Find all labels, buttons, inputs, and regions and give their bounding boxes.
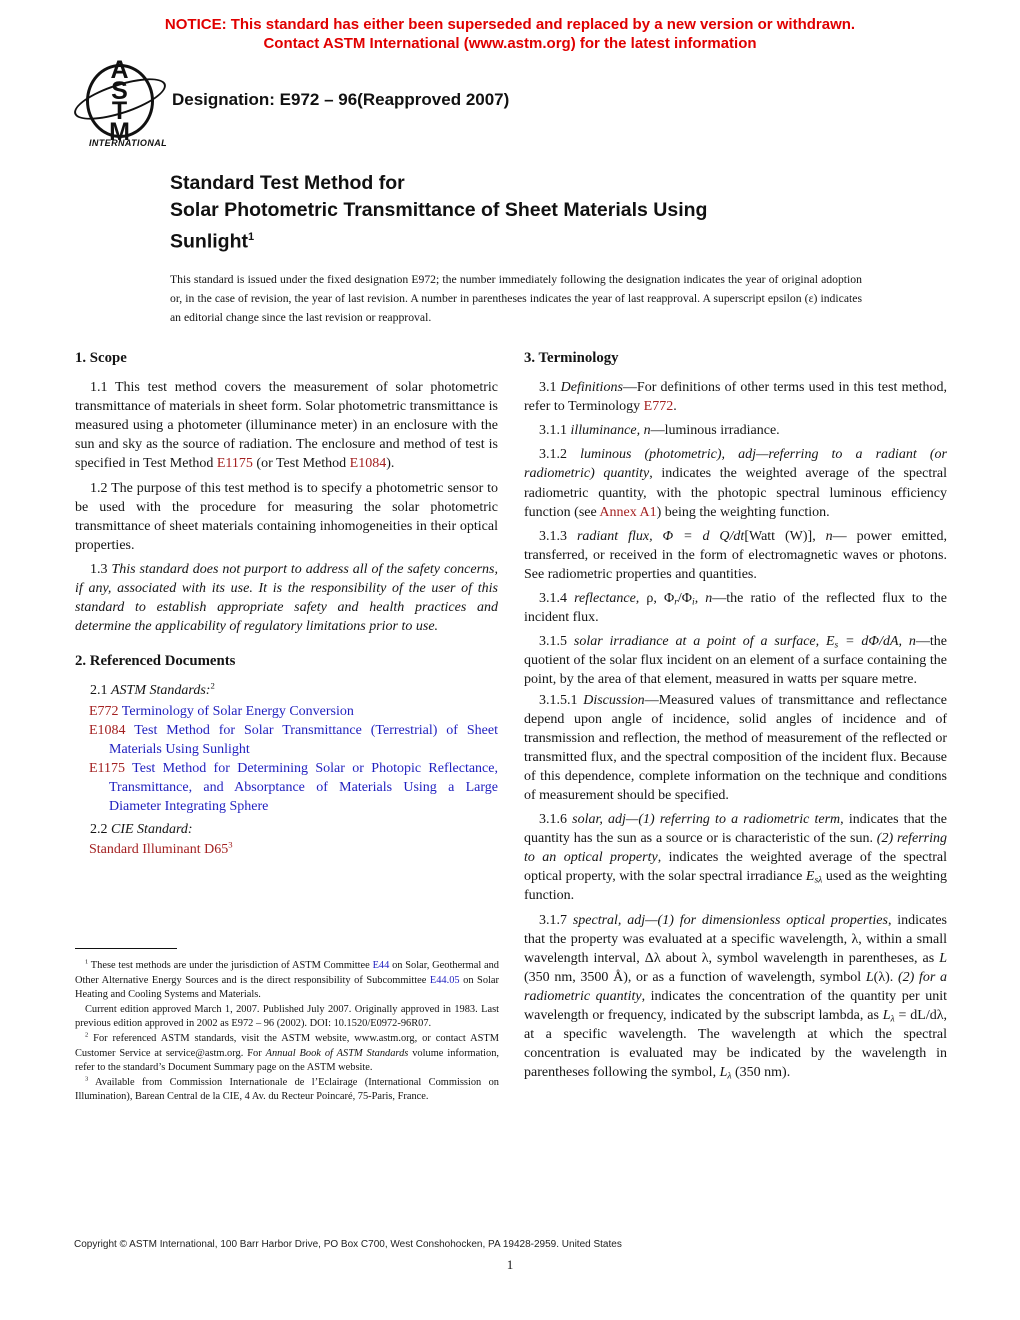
supersession-notice [0, 16, 1020, 53]
text-run: 2 [210, 680, 215, 691]
link-e1175-title[interactable]: Test Method for Determining Solar or Photopic Reflectance, Transmittance, and Absorptance of Materials Using a Large Diameter Integrating Sphere [109, 760, 498, 814]
text-run: solar, adj—(1) referring to a radiometric term [572, 812, 841, 828]
link-e772-term[interactable]: E772 [643, 399, 674, 415]
issuance-note: This standard is issued under the fixed designation E972; the number immediately following the designation indicates the year of original adoption or, in the case of revision, the year of last revision. A number in parentheses indicates the year of last reapproval. A superscript epsilon (ε) indicates an editorial change since the last revision or reapproval. [170, 273, 862, 324]
text-run: 3 [85, 1075, 89, 1083]
text-run: 3.1.4 [539, 591, 575, 607]
text-run: [Watt (W)], [744, 528, 826, 544]
text-run: (or Test Method [252, 456, 350, 472]
text-run: ) being the weighting function. [656, 504, 830, 520]
text-run: volume information, refer to the standard’s Document Summary page on the ASTM website. [75, 1047, 499, 1074]
link-e1175[interactable]: E1175 [216, 456, 253, 472]
text-run: —luminous irradiance. [650, 423, 780, 439]
text-run: ρ, Φ [646, 591, 675, 607]
text-run: Current edition approved March 1, 2007. Published July 2007. Originally approved in 1983. Last previous edition approved in 2002 as E972 – 96 (2002). DOI: 10.1520/E0972-96R07. [75, 1003, 499, 1030]
para-3-1-5-1 [524, 691, 947, 806]
link-e1175-ref[interactable]: E1175 [89, 760, 126, 776]
text-run: ASTM Standards: [111, 683, 211, 699]
copyright-line: Copyright © ASTM International, 100 Barr Harbor Drive, PO Box C700, West Conshohocken, PA 19428-2959. United States [74, 1239, 622, 1250]
section-heading-scope: 1. Scope [75, 350, 127, 366]
text-run: E [805, 869, 815, 885]
text-run: 3.1 [539, 380, 561, 396]
designation-line: Designation: E972 – 96(Reapproved 2007) [172, 90, 510, 109]
text-run: 3.1.7 [539, 912, 573, 928]
text-run: . [673, 399, 677, 415]
para-1-1 [75, 378, 498, 473]
notice-line-2: Contact ASTM International (www.astm.org) for the latest information [263, 34, 757, 52]
para-2-2 [75, 820, 498, 839]
footnotes-block [75, 948, 499, 1105]
text-run: This standard does not purport to address all of the safety concerns, if any, associated with its use. It is the responsibility of the user of this standard to establish appropriate safety and health practices and determine the applicability of regulatory limitations prior to use. [75, 561, 499, 635]
text-run: λ [727, 1071, 732, 1082]
text-run: —the quotient of the solar flux incident on an element of a surface containing the point, by the area of that element, measured in watts per square metre. [524, 634, 948, 688]
link-e44-05[interactable]: E44.05 [429, 974, 460, 986]
text-run: illuminance, n [570, 423, 651, 439]
link-e1084-ref[interactable]: E1084 [89, 722, 126, 738]
text-run: λ [890, 1014, 895, 1025]
text-run: , indicates the concentration of the quantity per unit wavelength or frequency, indicated by the subscript lambda, as [524, 988, 947, 1023]
footnote-1-edition [75, 1003, 499, 1032]
text-run: 3.1.5.1 [539, 692, 584, 708]
text-run: 2 [85, 1031, 89, 1039]
para-1-3 [75, 560, 498, 636]
footnote-2 [75, 1032, 499, 1076]
text-run: —For definitions of other terms used in this test method, refer to Terminology [524, 380, 948, 415]
text-run: ). [386, 456, 395, 472]
footnote-3 [75, 1076, 499, 1105]
text-run: 1.2 The purpose of this test method is to specify a photometric sensor to be used with the procedure for measuring the solar photometric transmittance of sheet materials containing inhomogeneities in their optical properties. [75, 480, 498, 553]
text-run: /Φ [677, 591, 693, 607]
para-3-1 [524, 378, 947, 416]
title-line-1: Standard Test Method for [170, 172, 405, 194]
text-run: n [825, 528, 833, 544]
text-run: 3.1.2 [539, 447, 581, 463]
text-run: (350 nm, 3500 Å), or as a function of wavelength, symbol [524, 969, 866, 985]
text-run: 3.1.6 [539, 812, 573, 828]
text-run: 1.3 [90, 561, 112, 577]
page-number: 1 [506, 1257, 514, 1272]
text-run: on Solar, Geothermal and Other Alternative Energy Sources and is the direct responsibility of Subcommittee [75, 960, 500, 986]
footnote-1 [75, 959, 499, 1003]
reference-e772 [89, 702, 498, 721]
text-run: , indicates the weighted average of the spectral optical property, with the solar spectral irradiance [524, 850, 948, 885]
title-word-sunlight: Sunlight [170, 230, 248, 253]
text-run: 3.1.5 [539, 634, 574, 650]
astm-logo-subtitle: INTERNATIONAL [88, 138, 168, 148]
text-run: (2) referring to an optical property [524, 831, 947, 866]
para-3-1-7 [524, 911, 947, 1083]
text-run: L [939, 950, 947, 966]
text-run: s [834, 640, 839, 651]
right-column [524, 349, 947, 1087]
para-3-1-3 [524, 527, 947, 584]
text-run: , [694, 591, 706, 607]
text-run: (350 nm). [731, 1065, 791, 1081]
notice-line-1: NOTICE: This standard has either been superseded and replaced by a new version or withdrawn. [164, 16, 856, 33]
text-run: , indicates the weighted average of the spectral radiometric quantity, with the photopic spectral luminous efficiency function (see [524, 466, 947, 520]
para-1-2 [75, 479, 498, 555]
link-e1084-title[interactable]: Test Method for Solar Transmittance (Terrestrial) of Sheet Materials Using Sunlight [109, 722, 498, 757]
para-3-1-5 [524, 632, 947, 689]
title-footnote-marker: 1 [247, 231, 255, 243]
text-run: 1.1 This test method covers the measurement of solar photometric transmittance of materials in sheet form. Solar photometric transmittance is measured using a photometer (illuminance meter) in an enclosure with the sun and sky as the source of radiation. The enclosure and method of test is specified in Test Method [75, 380, 498, 472]
text-run: Annual Book of ASTM Standards [265, 1047, 409, 1059]
text-run: 2.1 [90, 683, 111, 699]
para-3-1-1 [524, 421, 947, 440]
text-run: = dΦ/dA, n [838, 634, 916, 650]
para-3-1-2 [524, 445, 947, 521]
text-run: L [865, 969, 874, 985]
link-e772[interactable]: E772 [89, 703, 119, 719]
para-3-1-4 [524, 589, 947, 627]
text-run: 2.2 [90, 822, 111, 838]
text-run: 1 [85, 958, 89, 966]
title-line-3 [170, 224, 707, 256]
text-run: 3 [228, 839, 233, 850]
astm-logo [78, 56, 178, 154]
document-title [170, 170, 707, 256]
text-run: L [882, 1008, 891, 1023]
text-run: Discussion [583, 692, 645, 708]
text-run: used as the weighting function. [524, 869, 948, 904]
text-run: n [705, 591, 713, 607]
text-run: — power emitted, transferred, or received in the form of electromagnetic waves or photons. See radiometric properties and quantities. [524, 528, 947, 582]
astm-seal-letters: ASTM [109, 56, 131, 146]
para-3-1-6 [524, 810, 947, 905]
section-heading-referenced-documents: 2. Referenced Documents [75, 653, 236, 670]
link-e1084[interactable]: E1084 [349, 456, 387, 472]
text-run: Available from Commission Internationale de l’Eclairage (International Commission on Illumination), Barean Central de la CIE, 4 Av. du Recteur Poincaré, 75-Paris, France. [75, 1076, 499, 1103]
text-run: , indicates that the quantity has the sun as a source or is characteristic of the sun. [524, 812, 947, 847]
text-run: on Solar Heating and Cooling Systems and Materials. [75, 974, 499, 1001]
reference-e1175 [89, 759, 498, 816]
text-run: , indicates that the property was evaluated at a specific wavelength, λ, within a small wavelength interval, Δλ about λ, symbol wavelength in parentheses, as [524, 912, 948, 966]
text-run: Definitions [560, 380, 623, 396]
text-run: CIE Standard: [111, 822, 193, 838]
left-column [75, 349, 498, 859]
text-run: These test methods are under the jurisdiction of ASTM Committee [88, 960, 373, 971]
text-run: L [719, 1065, 728, 1081]
text-run: spectral, adj—(1) for dimensionless optical properties [572, 912, 888, 928]
text-run: —the ratio of the reflected flux to the incident flux. [524, 591, 948, 626]
text-run: radiant flux, Φ = d Q/dt [576, 528, 745, 544]
link-d65[interactable]: Standard Illuminant D65 [89, 842, 229, 858]
para-2-1 [75, 681, 498, 700]
text-run: —Measured values of transmittance and reflectance depend upon angle of incidence, solid angles of incidence and of transmission and reflection, the method of measurement of the reflected or transmitted flux, and the spectral composition of the incident flux. Because of this dependence, complete information on the technique and conditions of measurement should be specified. [524, 692, 947, 803]
text-run: r [674, 597, 678, 608]
text-run: (2) for a radiometric quantity [524, 969, 947, 1004]
text-run: sλ [814, 875, 823, 886]
reference-e1084 [89, 721, 498, 759]
text-run: reflectance, [574, 591, 647, 607]
text-run: solar irradiance at a point of a surface, E [573, 634, 835, 650]
text-run: 3.1.1 [539, 423, 571, 439]
link-annex-a1[interactable]: Annex A1 [599, 504, 657, 520]
title-line-2: Solar Photometric Transmittance of Sheet Materials Using [170, 199, 708, 221]
link-e772-title[interactable]: Terminology of Solar Energy Conversion [118, 703, 354, 719]
section-heading-terminology: 3. Terminology [524, 350, 619, 366]
footnote-separator-rule [75, 948, 177, 949]
text-run: 3.1.3 [539, 528, 577, 544]
text-run: For referenced ASTM standards, visit the ASTM website, www.astm.org, or contact ASTM Customer Service at service@astm.org. For [75, 1032, 499, 1059]
link-e44[interactable]: E44 [372, 960, 390, 971]
text-run: i [692, 597, 695, 608]
text-run: luminous (photometric), adj—referring to a radiant (or radiometric) quantity [524, 447, 948, 482]
text-run: = dL/dλ, at a specific wavelength. The wavelength at which the spectral concentration is evaluated may be indicated by the wavelength in parentheses following the symbol, [524, 1008, 947, 1081]
reference-d65 [89, 840, 498, 859]
text-run: (λ). [873, 969, 898, 985]
